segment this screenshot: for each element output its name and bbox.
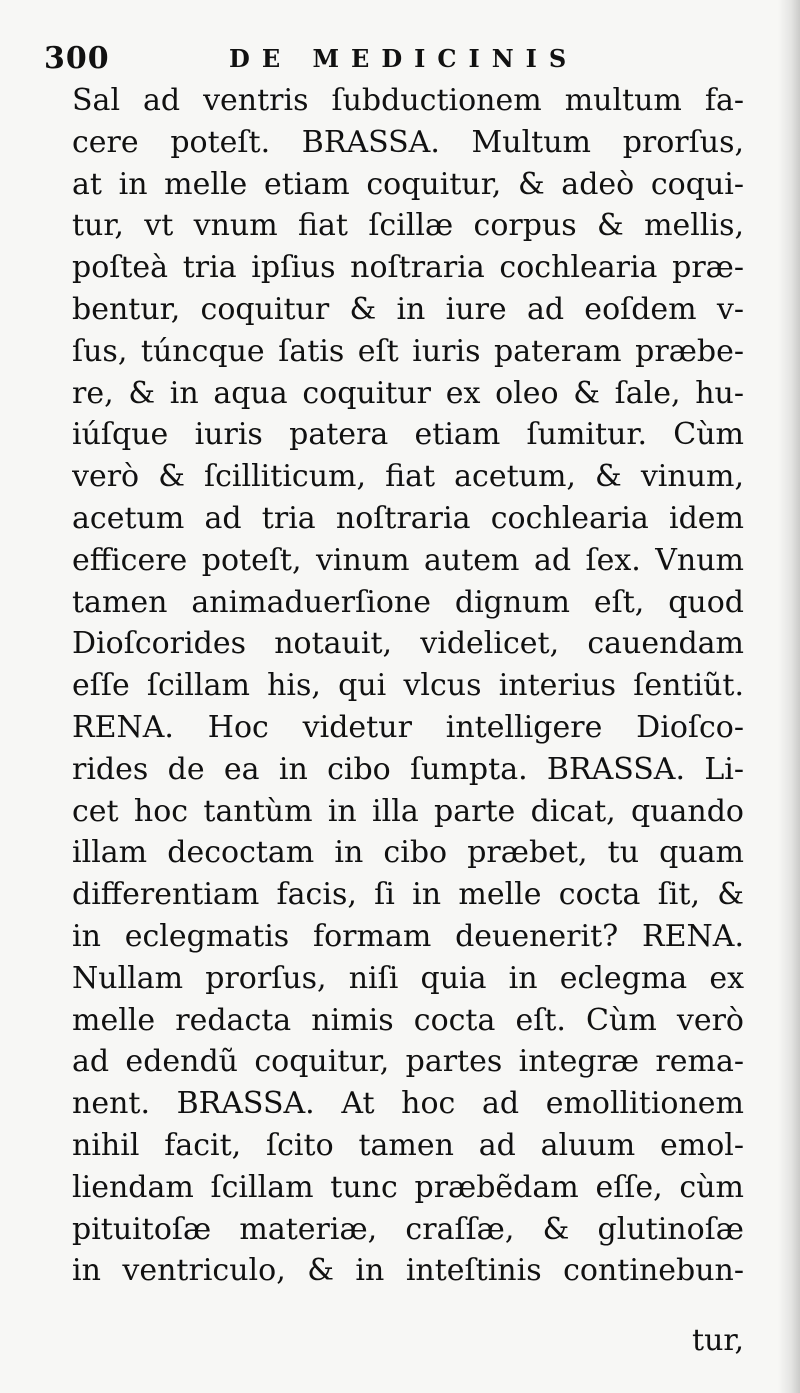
text-line: verò & ſcilliticum, fiat acetum, & vinum,	[72, 459, 744, 495]
text-line: eſſe ſcillam his, qui vlcus interius ſentiũt.	[72, 668, 744, 704]
text-line: acetum ad tria noſtraria cochlearia idem	[72, 500, 744, 536]
text-line: nent. BRASSA. At hoc ad emollitionem	[72, 1086, 744, 1122]
text-line: poſteà tria ipſius noſtraria cochlearia præ-	[72, 250, 744, 286]
text-line: Nullam prorſus, niſi quia in eclegma ex	[72, 960, 744, 996]
text-line: differentiam facis, ſi in melle cocta ſit, &	[72, 877, 744, 913]
page-number: 300	[44, 41, 110, 76]
text-line: cere poteſt. BRASSA. Multum prorſus,	[72, 124, 744, 160]
text-line: pituitoſæ materiæ, craſſæ, & glutinoſæ	[72, 1211, 744, 1247]
text-line: re, & in aqua coquitur ex oleo & ſale, hu-	[72, 375, 744, 411]
text-line: in ventriculo, & in inteſtinis continebun-	[72, 1253, 744, 1289]
text-line: efficere poteſt, vinum autem ad ſex. Vnum	[72, 542, 744, 578]
text-line: RENA. Hoc videtur intelligere Dioſco-	[72, 709, 744, 745]
text-line: iúſque iuris patera etiam ſumitur. Cùm	[72, 417, 744, 453]
text-line: rides de ea in cibo ſumpta. BRASSA. Li-	[72, 751, 744, 787]
text-line: tamen animaduerſione dignum eſt, quod	[72, 584, 744, 620]
gutter-shadow	[778, 0, 800, 1393]
text-line: Dioſcorides notauit, videlicet, cauendam	[72, 626, 744, 662]
body-text	[72, 80, 744, 1362]
text-line: nihil facit, ſcito tamen ad aluum emol-	[72, 1127, 744, 1163]
text-line: bentur, coquitur & in iure ad eoſdem v-	[72, 291, 744, 327]
text-line: in eclegmatis formam deuenerit? RENA.	[72, 918, 744, 954]
text-line: Sal ad ventris ſubductionem multum fa-	[72, 83, 744, 118]
text-line: ad edendũ coquitur, partes integræ rema-	[72, 1044, 744, 1080]
text-line: melle redacta nimis cocta eſt. Cùm verò	[72, 1002, 744, 1038]
page-header	[44, 36, 744, 82]
running-head: DE MEDICINIS	[229, 44, 579, 73]
text-line: at in melle etiam coquitur, & adeò coqui-	[72, 166, 744, 202]
catchword: tur,	[692, 1323, 744, 1359]
text-line: cet hoc tantùm in illa parte dicat, quando	[72, 793, 744, 829]
text-line: liendam ſcillam tunc præbẽdam eſſe, cùm	[72, 1169, 744, 1205]
text-line: ſus, túncque ſatis eſt iuris pateram præbe-	[72, 333, 744, 369]
text-line: illam decoctam in cibo præbet, tu quam	[72, 835, 744, 871]
text-line: tur, vt vnum fiat ſcillæ corpus & mellis,	[72, 208, 744, 244]
